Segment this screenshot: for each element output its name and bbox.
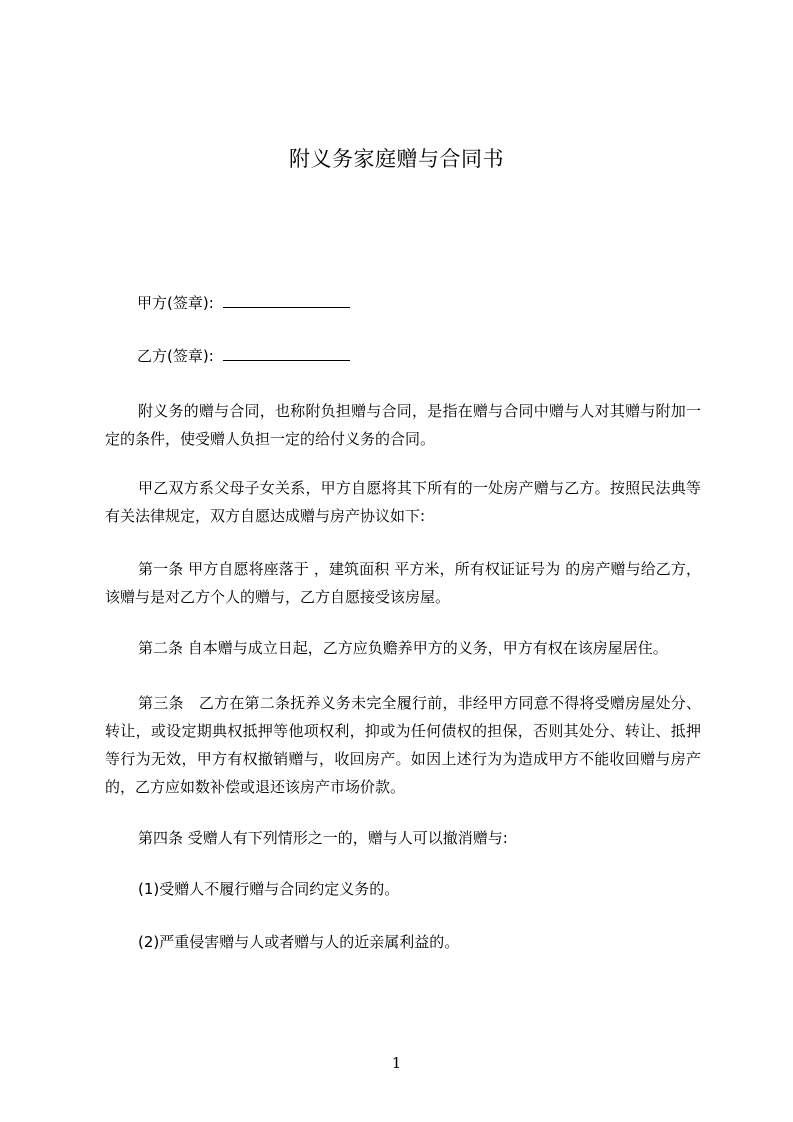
document-title: 附义务家庭赠与合同书 <box>289 147 504 171</box>
page-number: 1 <box>391 1054 402 1072</box>
paragraph-article-4: 第四条 受赠人有下列情形之一的，赠与人可以撤消赠与: <box>138 829 508 847</box>
party-a-label: 甲方(签章): <box>137 294 214 312</box>
party-a-signature-blank <box>223 293 350 308</box>
paragraph-article-1: 第一条 甲方自愿将座落于 ，建筑面积 平方米，所有权证证号为 的房产赠与给乙方，该赠与是对乙方个人的赠与，乙方自愿接受该房屋。 <box>105 560 701 606</box>
party-b-label: 乙方(签章): <box>137 347 214 365</box>
paragraph-article-2: 第二条 自本赠与成立日起，乙方应负赡养甲方的义务，甲方有权在该房屋居住。 <box>138 639 668 657</box>
paragraph-article-3: 第三条 乙方在第二条抚养义务未完全履行前，非经甲方同意不得将受赠房屋处分、转让，或设定期典权抵押等他项权利，抑或为任何债权的担保，否则其处分、转让、抵押等行为无效，甲方有权撤销赠与，收回房产。如因上述行为为造成甲方不能收回赠与房产的，乙方应如数补偿或退还该房产市场价款。 <box>105 694 701 796</box>
paragraph-definition: 附义务的赠与合同，也称附负担赠与合同，是指在赠与合同中赠与人对其赠与附加一定的条件，使受赠人负担一定的给付义务的合同。 <box>105 402 701 448</box>
party-a-signature-line <box>137 292 350 313</box>
party-b-signature-blank <box>223 346 350 361</box>
paragraph-relationship: 甲乙双方系父母子女关系，甲方自愿将其下所有的一处房产赠与乙方。按照民法典等有关法律规定，双方自愿达成赠与房产协议如下: <box>105 479 701 525</box>
paragraph-item-1: (1)受赠人不履行赠与合同约定义务的。 <box>138 880 400 898</box>
party-b-signature-line <box>137 345 350 366</box>
paragraph-item-2: (2)严重侵害赠与人或者赠与人的近亲属利益的。 <box>138 933 460 951</box>
